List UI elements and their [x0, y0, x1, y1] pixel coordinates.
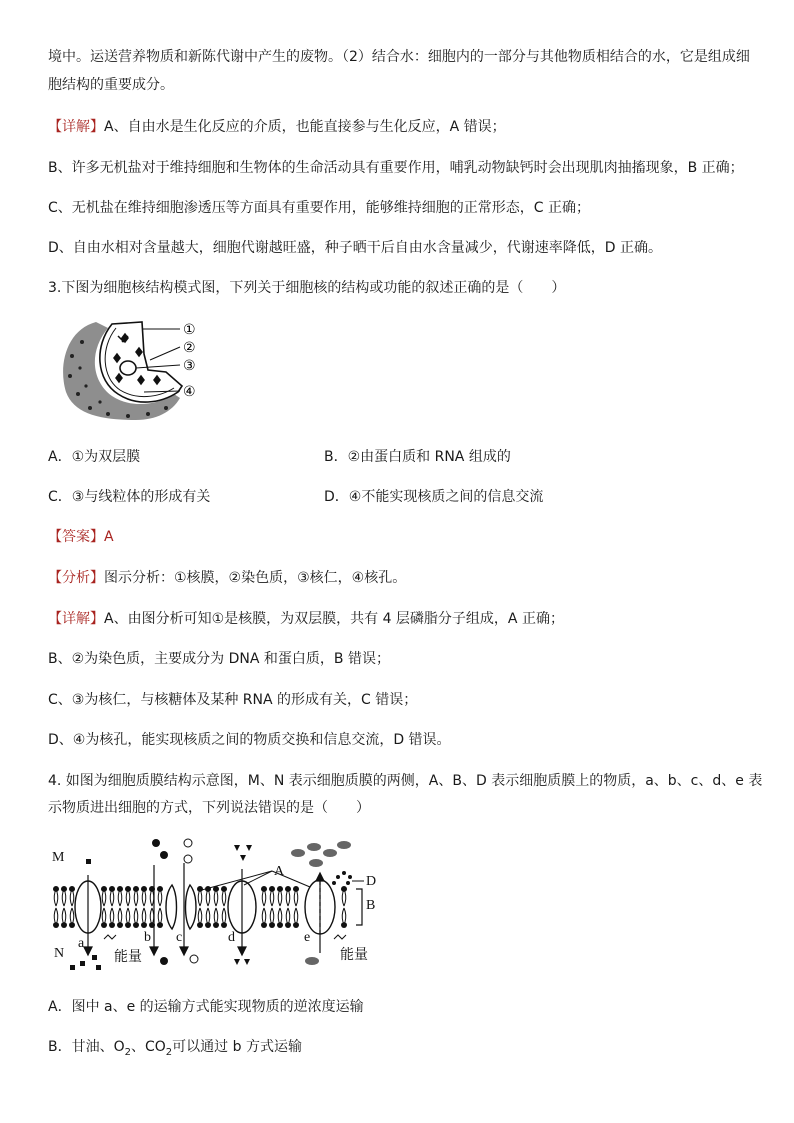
q3-stem: 3.下图为细胞核结构模式图，下列关于细胞核的结构或功能的叙述正确的是（ ）: [48, 280, 566, 296]
intro-line-1: 境中。运送营养物质和新陈代谢中产生的废物。（2）结合水：细胞内的一部分与其他物质相结合的水，它是组成细: [48, 49, 750, 65]
detail-tag: 【详解】: [48, 611, 104, 627]
nucleus-diagram: [56, 316, 206, 426]
q3-detail-b: B、②为染色质，主要成分为 DNA 和蛋白质，B 错误；: [48, 651, 390, 667]
lipid-tail: [62, 892, 66, 922]
lipid-head: [157, 922, 163, 928]
q4-option-b-mid: 、CO: [131, 1039, 166, 1055]
lipid-tail: [54, 892, 58, 922]
label-A: A: [274, 864, 285, 879]
q4-stem-line-1: 4. 如图为细胞质膜结构示意图，M、N 表示细胞质膜的两侧，A、B、D 表示细胞质膜上的物质，a、b、c、d、e 表: [48, 773, 763, 789]
lipid-head: [141, 886, 147, 892]
q4-option-b-sub1: 2: [124, 1046, 131, 1058]
label-4: ④: [183, 384, 196, 400]
channel-right: [186, 885, 197, 929]
lipid-tail: [142, 892, 146, 922]
lipid-head: [53, 922, 59, 928]
lipid-head: [69, 886, 75, 892]
lipid-tail: [102, 892, 106, 922]
nucleolus: [120, 361, 136, 375]
q4-option-b-post: 可以通过 b 方式运输: [172, 1039, 302, 1055]
label-energy-1: 能量: [114, 949, 142, 965]
answer-value: A: [104, 529, 114, 545]
lipid-head: [269, 886, 275, 892]
q3-detail-d: D、④为核孔，能实现核质之间的物质交换和信息交流，D 错误。: [48, 732, 451, 748]
lipid-head: [125, 886, 131, 892]
lipid-head: [285, 886, 291, 892]
lipid-head: [269, 922, 275, 928]
q4-option-b-pre: B．甘油、O: [48, 1039, 125, 1055]
channel-left: [166, 885, 177, 929]
lipid-tail: [198, 892, 202, 922]
q3-option-a: A．①为双层膜: [48, 449, 141, 465]
lipid-tail: [222, 892, 226, 922]
lipid-head: [61, 922, 67, 928]
q4-option-a: A．图中 a、e 的运输方式能实现物质的逆浓度运输: [48, 999, 364, 1015]
lipid-head: [197, 922, 203, 928]
molecules-outside: [86, 839, 351, 867]
q2-detail-a-text: A、自由水是生化反应的介质，也能直接参与生化反应，A 错误；: [104, 119, 506, 135]
lipid-tail: [342, 892, 346, 922]
lipid-head: [117, 886, 123, 892]
lipid-tail: [134, 892, 138, 922]
energy-squiggle-1: [104, 935, 116, 939]
lipid-tail: [262, 892, 266, 922]
q3-analysis: [48, 568, 406, 588]
lipid-head: [285, 922, 291, 928]
label-b: b: [144, 930, 151, 945]
label-energy-2: 能量: [340, 947, 368, 963]
lipid-head: [141, 922, 147, 928]
lipid-tail: [70, 892, 74, 922]
q3-option-d: D．④不能实现核质之间的信息交流: [324, 489, 544, 505]
lipid-tail: [206, 892, 210, 922]
detail-tag: 【详解】: [48, 119, 104, 135]
analysis-text: 图示分析：①核膜，②染色质，③核仁，④核孔。: [104, 570, 407, 586]
q3-option-c: C．③与线粒体的形成有关: [48, 489, 211, 505]
label-N: N: [54, 946, 65, 961]
lipid-head: [293, 886, 299, 892]
lipid-tail: [286, 892, 290, 922]
lipid-head: [261, 922, 267, 928]
q4-option-b-sub2: 2: [165, 1046, 173, 1058]
lipid-head: [133, 922, 139, 928]
lipid-head: [277, 886, 283, 892]
label-d: d: [228, 930, 235, 945]
q2-detail-c: C、无机盐在维持细胞渗透压等方面具有重要作用，能够维持细胞的正常形态，C 正确；: [48, 200, 590, 216]
lipid-tail: [126, 892, 130, 922]
lipid-tail: [110, 892, 114, 922]
lipid-head: [61, 886, 67, 892]
lipid-tail: [270, 892, 274, 922]
lipid-head: [205, 922, 211, 928]
lipid-head: [341, 886, 347, 892]
label-2: ②: [183, 340, 196, 356]
lipid-head: [341, 922, 347, 928]
lipid-head: [261, 886, 267, 892]
lipid-head: [277, 922, 283, 928]
q3-option-b: B．②由蛋白质和 RNA 组成的: [324, 449, 511, 465]
energy-squiggle-2: [334, 935, 346, 939]
label-B: B: [366, 898, 376, 913]
q4-stem-line-2: 示物质进出细胞的方式，下列说法错误的是（ ）: [48, 800, 370, 816]
lipid-head: [117, 922, 123, 928]
lipid-head: [69, 922, 75, 928]
lipid-tail: [294, 892, 298, 922]
label-3: ③: [183, 358, 196, 374]
lipid-head: [221, 886, 227, 892]
q2-detail-d: D、自由水相对含量越大，细胞代谢越旺盛，种子晒干后自由水含量减少，代谢速率降低，D 正确。: [48, 240, 663, 256]
lipid-head: [213, 922, 219, 928]
answer-tag: 【答案】: [48, 529, 104, 545]
lipid-tail: [214, 892, 218, 922]
intro-line-2: 胞结构的重要成分。: [48, 77, 174, 93]
lipid-head: [293, 922, 299, 928]
lipid-head: [125, 922, 131, 928]
lipid-head: [101, 922, 107, 928]
lipid-head: [109, 886, 115, 892]
q3-detail-c: C、③为核仁，与核糖体及某种 RNA 的形成有关，C 错误；: [48, 692, 418, 708]
label-M: M: [52, 850, 65, 865]
lipid-head: [197, 886, 203, 892]
figure-labels: [183, 322, 196, 400]
label-a: a: [78, 936, 85, 951]
lipid-head: [109, 922, 115, 928]
molecules-inside: [70, 955, 319, 970]
lipid-tail: [158, 892, 162, 922]
q3-answer: [48, 527, 114, 547]
membrane-diagram: [48, 835, 388, 970]
lipid-head: [133, 886, 139, 892]
lipid-tail: [278, 892, 282, 922]
lipid-tail: [150, 892, 154, 922]
q2-detail-b: B、许多无机盐对于维持细胞和生物体的生命活动具有重要作用，哺乳动物缺钙时会出现肌肉抽搐现象，B 正确；: [48, 160, 744, 176]
glycocalyx-D: [332, 871, 352, 885]
label-c: c: [176, 930, 183, 945]
q4-option-b: [48, 1037, 302, 1063]
lipid-tail: [118, 892, 122, 922]
q2-detail-a: [48, 117, 506, 137]
lipid-head: [157, 886, 163, 892]
label-1: ①: [183, 322, 196, 338]
bracket-B: [356, 889, 362, 925]
lipid-head: [221, 922, 227, 928]
q3-detail-a: [48, 609, 564, 629]
label-D: D: [366, 874, 377, 889]
q3-detail-a-text: A、由图分析可知①是核膜，为双层膜，共有 4 层磷脂分子组成，A 正确；: [104, 611, 564, 627]
lipid-head: [53, 886, 59, 892]
lipid-head: [101, 886, 107, 892]
analysis-tag: 【分析】: [48, 570, 104, 586]
label-e: e: [304, 930, 311, 945]
